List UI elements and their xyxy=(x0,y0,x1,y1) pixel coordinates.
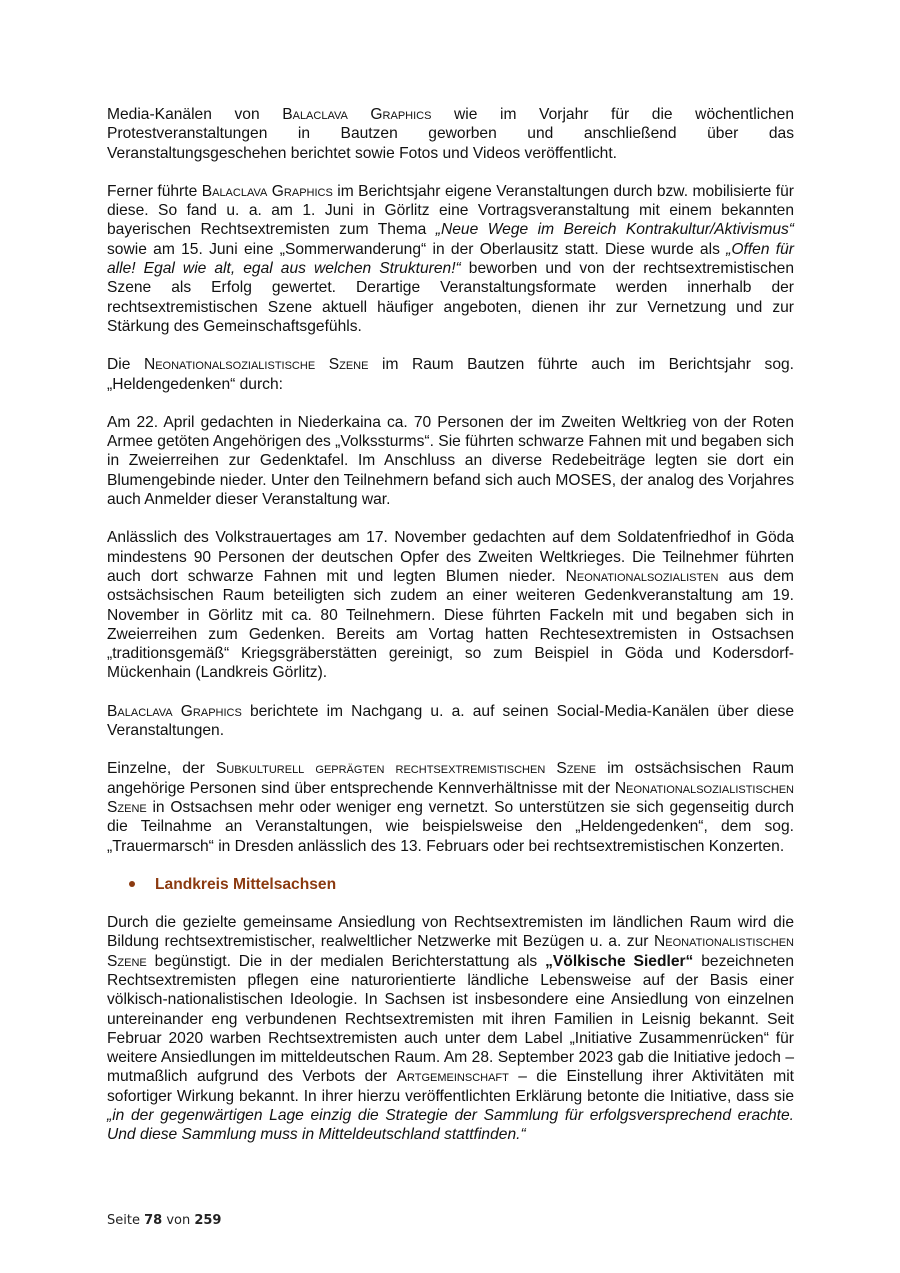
paragraph-5: Anlässlich des Volkstrauertages am 17. November gedachten auf dem Soldatenfriedhof in Göda mindestens 90 Personen der deutschen Opfer des Zweiten Weltkrieges. Die Teilnehmer führten auch dort schwarze Fahnen mit und legten Blumen nieder. Neonationalsozialisten aus dem ostsächsischen Raum beteiligten sich zudem an einer weiteren Gedenkveranstaltung am 19. November in Görlitz mit ca. 80 Teilnehmern. Diese führten Fackeln mit und begaben sich in Zweierreihen zum Gedenken. Bereits am Vortag hatten Rechtesextremisten in Ostsachsen „traditionsgemäß“ Kriegsgräberstätten gereinigt, so zum Beispiel in Göda und Kodersdorf-Mückenhain (Landkreis Görlitz). xyxy=(107,529,794,682)
paragraph-1: Media-Kanälen von Balaclava Graphics wie im Vorjahr für die wöchentlichen Protestveranstaltungen in Bautzen geworben und anschließend über das Veranstaltungsgeschehen berichtet sowie Fotos und Videos veröffentlicht. xyxy=(107,106,795,162)
scene-name: Neonationalsozialistische Szene xyxy=(143,356,369,374)
paragraph-7: Einzelne, der Subkulturell geprägten rechtsextremistischen Szene im ostsächsischen Raum angehörige Personen sind über entsprechende Kennverhältnisse mit der Neonationalsozialistischen Szene in Ostsachsen mehr oder weniger eng vernetzt. So unterstützen sie sich gegenseitig durch die Teilnahme an Veranstaltungen, wie beispielsweise den „Heldengedenken“, dem sog. „Trauermarsch“ in Dresden anlässlich des 13. Februars oder bei rechtsextremistischen Konzerten. xyxy=(107,760,794,855)
org-name: Balaclava Graphics xyxy=(282,106,432,123)
org-name: Artgemeinschaft xyxy=(396,1068,509,1086)
paragraph-8: Durch die gezielte gemeinsame Ansiedlung von Rechtsextremisten im ländlichen Raum wird die Bildung rechtsextremistischer, realweltlicher Netzwerke mit Bezügen u. a. zur Neonationalistischen Szene begünstigt. Die in der medialen Berichterstattung als „Völkische Siedler“ bezeichneten Rechtsextremisten pflegen eine naturorientierte ländliche Lebensweise auf der Basis einer völkisch-nationalistischen Ideologie. In Sachsen ist insbesondere eine Ansiedlung von einzelnen untereinander eng verbundenen Rechtsextremisten mit ihren Familien in Leisnig bekannt. Seit Februar 2020 warben Rechtsextremisten auch unter dem Label „Initiative Zusammenrücken“ für weitere Ansiedlungen im mitteldeutschen Raum. Am 28. September 2023 gab die Initiative jedoch – mutmaßlich aufgrund des Verbots der Artgemeinschaft – die Einstellung ihrer Aktivitäten mit sofortiger Wirkung bekannt. In ihrer hierzu veröffentlichten Erklärung betonte die Initiative, dass sie „in der gegenwärtigen Lage einzig die Strategie der Sammlung für erfolgsversprechend erachte. Und diese Sammlung muss in Mitteldeutschland stattfinden.“ xyxy=(107,914,794,1144)
bullet-icon xyxy=(129,881,135,887)
quote-italic: „Offen für alle! Egal wie alt, egal aus welchen Strukturen!“ xyxy=(107,240,794,278)
scene-name: Neonationalsozialistischen Szene xyxy=(107,779,794,816)
quote-italic: „Neue Wege im Bereich Kontrakultur/Aktivismus“ xyxy=(435,221,794,239)
scene-name: Neonationalsozialisten xyxy=(565,567,719,585)
section-heading xyxy=(107,875,794,894)
paragraph-4: Am 22. April gedachten in Niederkaina ca. 70 Personen der im Zweiten Weltkrieg von der Roten Armee getöten Angehörigen des „Volkssturms“. Sie führten schwarze Fahnen mit und begaben sich in Zweierreihen zur Gedenktafel. Im Anschluss an diverse Redebeiträge legten sie dort ein Blumengebinde nieder. Unter den Teilnehmern befand sich auch MOSES, der analog des Vorjahres auch Anmelder dieser Veranstaltung war. xyxy=(107,413,794,509)
body-text xyxy=(107,105,794,1164)
paragraph-2: Ferner führte Balaclava Graphics im Berichtsjahr eigene Veranstaltungen durch bzw. mobilisierte für diese. So fand u. a. am 1. Juni in Görlitz eine Vortragsveranstaltung mit einem bekannten bayerischen Rechtsextremisten zum Thema „Neue Wege im Bereich Kontrakultur/Aktivismus“ sowie am 15. Juni eine „Sommerwanderung“ in der Oberlausitz statt. Diese wurde als „Offen für alle! Egal wie alt, egal aus welchen Strukturen!“ beworben und von der rechtsextremistischen Szene als Erfolg gewertet. Derartige Veranstaltungsformate werden innerhalb der rechtsextremistischen Szene aktuell häufiger angeboten, dienen ihr zur Vernetzung und zur Stärkung des Gemeinschaftsgefühls. xyxy=(107,182,794,335)
org-name: Balaclava Graphics xyxy=(201,182,333,200)
bold-term: „Völkische Siedler“ xyxy=(545,952,694,970)
page-total: 259 xyxy=(194,1213,222,1228)
quote-italic: „in der gegenwärtigen Lage einzig die Strategie der Sammlung für erfolgsversprechend erachte. Und diese Sammlung muss in Mitteldeutschland stattfinden.“ xyxy=(107,1107,794,1144)
scene-name: Neonationalistischen Szene xyxy=(107,933,794,970)
paragraph-6: Balaclava Graphics berichtete im Nachgang u. a. auf seinen Social-Media-Kanälen über diese Veranstaltungen. xyxy=(107,702,794,740)
section-heading-label: Landkreis Mittelsachsen xyxy=(155,875,337,893)
page-number: 78 xyxy=(144,1213,163,1228)
scene-name: Subkulturell geprägten rechtsextremistischen Szene xyxy=(215,760,597,778)
page-footer: Seite 78 von 259 xyxy=(107,1213,222,1228)
paragraph-3: Die Neonationalsozialistische Szene im Raum Bautzen führte auch im Berichtsjahr sog. „Heldengedenken“ durch: xyxy=(107,356,794,393)
org-name: Balaclava Graphics xyxy=(107,702,242,720)
